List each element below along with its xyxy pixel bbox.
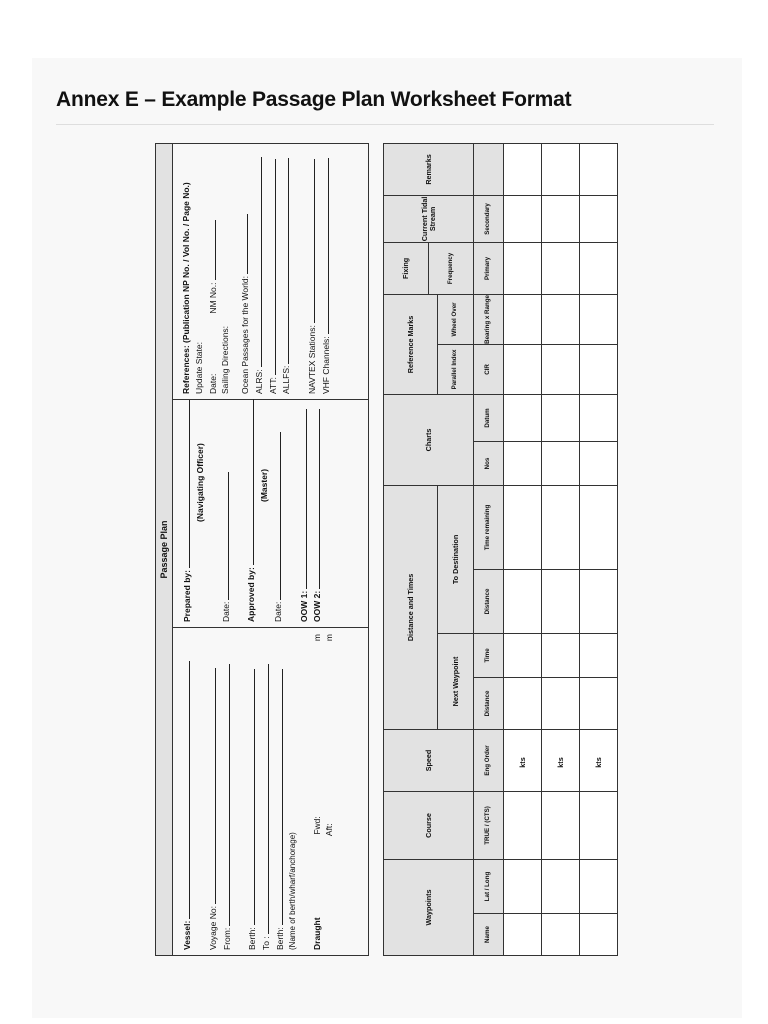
wheel-over-header: Wheel Over (438, 294, 474, 344)
next-waypoint-header: Next Waypoint (438, 633, 474, 729)
vessel-section (173, 628, 369, 956)
waypoints-header: Waypoints (384, 859, 474, 955)
speed-unit: kts (580, 729, 618, 791)
sailing-directions-field[interactable]: Sailing Directions: (220, 325, 231, 394)
to-destination-header: To Destination (438, 485, 474, 633)
time-remaining-subheader: Time remaining (474, 485, 504, 569)
fixing-header (384, 242, 474, 294)
speed-subheader: Eng Order (474, 729, 504, 791)
navtex-field[interactable]: NAVTEX Stations: (305, 150, 319, 394)
next-time-subheader: Time (474, 633, 504, 677)
lat-long-subheader: Lat / Long (474, 859, 504, 913)
approval-section (173, 400, 369, 628)
berth-dest-field[interactable]: Berth: (273, 634, 287, 950)
draught-aft-row[interactable]: Aft: m (324, 634, 335, 837)
datum-subheader: Datum (474, 394, 504, 441)
cir-subheader: CIR (474, 344, 504, 394)
secondary-subheader: Secondary (474, 195, 504, 242)
berth-field[interactable]: Berth: (245, 634, 259, 950)
frequency-label: Frequency (446, 252, 454, 285)
vhf-field[interactable]: VHF Channels: (319, 150, 333, 394)
alrs-field[interactable]: ALRS: (252, 150, 266, 394)
oow2-field[interactable]: OOW 2: (310, 406, 324, 622)
from-field[interactable]: From: (220, 634, 234, 950)
speed-unit: kts (504, 729, 542, 791)
approved-by-field[interactable]: Approved by: (244, 406, 258, 622)
page-title: Annex E – Example Passage Plan Worksheet Format (56, 88, 572, 111)
voyage-no-field[interactable]: Voyage No: (206, 634, 220, 950)
berth-note: (Name of berth/wharf/anchorage) (287, 832, 297, 950)
prepared-date-field[interactable]: Date: (219, 406, 233, 622)
aft-unit: m (324, 634, 335, 642)
remarks-header: Remarks (384, 143, 474, 195)
master-label: (Master) (259, 468, 269, 502)
fixing-label: Fixing (384, 243, 429, 294)
prepared-by-field[interactable]: Prepared by: (180, 406, 194, 622)
course-header: Course (384, 791, 474, 859)
vessel-field[interactable]: Vessel: (180, 634, 194, 950)
dest-distance-subheader: Distance (474, 569, 504, 633)
draught-fwd-row[interactable]: Draught Fwd: m (311, 634, 322, 950)
name-subheader: Name (474, 914, 504, 956)
allfs-field[interactable]: ALLFS: (279, 150, 293, 394)
ocean-passages-field[interactable]: Ocean Passages for the World: (238, 150, 252, 394)
current-header: Current Tidal Stream (384, 195, 474, 242)
next-distance-subheader: Distance (474, 677, 504, 729)
oow1-field[interactable]: OOW 1: (297, 406, 311, 622)
table-row (504, 143, 542, 955)
approved-date-field[interactable]: Date: (271, 406, 285, 622)
primary-subheader: Primary (474, 242, 504, 294)
distance-times-header: Distance and Times (384, 485, 438, 729)
update-state-field[interactable]: Update State: (193, 342, 204, 394)
references-title: References: (Publication NP No. / Vol No. / Page No.) (181, 182, 191, 394)
navigating-officer-label: (Navigating Officer) (194, 443, 205, 522)
table-row (542, 143, 580, 955)
table-row (580, 143, 618, 955)
passage-plan-table (155, 144, 369, 956)
speed-header: Speed (384, 729, 474, 791)
speed-unit: kts (542, 729, 580, 791)
title-divider (56, 124, 714, 125)
to-field[interactable]: To : (259, 634, 273, 950)
bearing-range-subheader: Bearing x Range (474, 294, 504, 344)
references-section (173, 143, 369, 399)
chart-nos-subheader: Nos (474, 441, 504, 485)
att-field[interactable]: ATT: (266, 150, 280, 394)
course-subheader: TRUE / (CTS) (474, 791, 504, 859)
reference-marks-header: Reference Marks (384, 294, 438, 394)
parallel-index-header: Parallel Index (438, 344, 474, 394)
fwd-unit: m (311, 634, 322, 642)
worksheet-table (383, 144, 617, 956)
references-date-field[interactable]: Date:NM No.: (206, 150, 220, 394)
passage-plan-heading: Passage Plan (156, 143, 173, 955)
charts-header: Charts (384, 394, 474, 485)
